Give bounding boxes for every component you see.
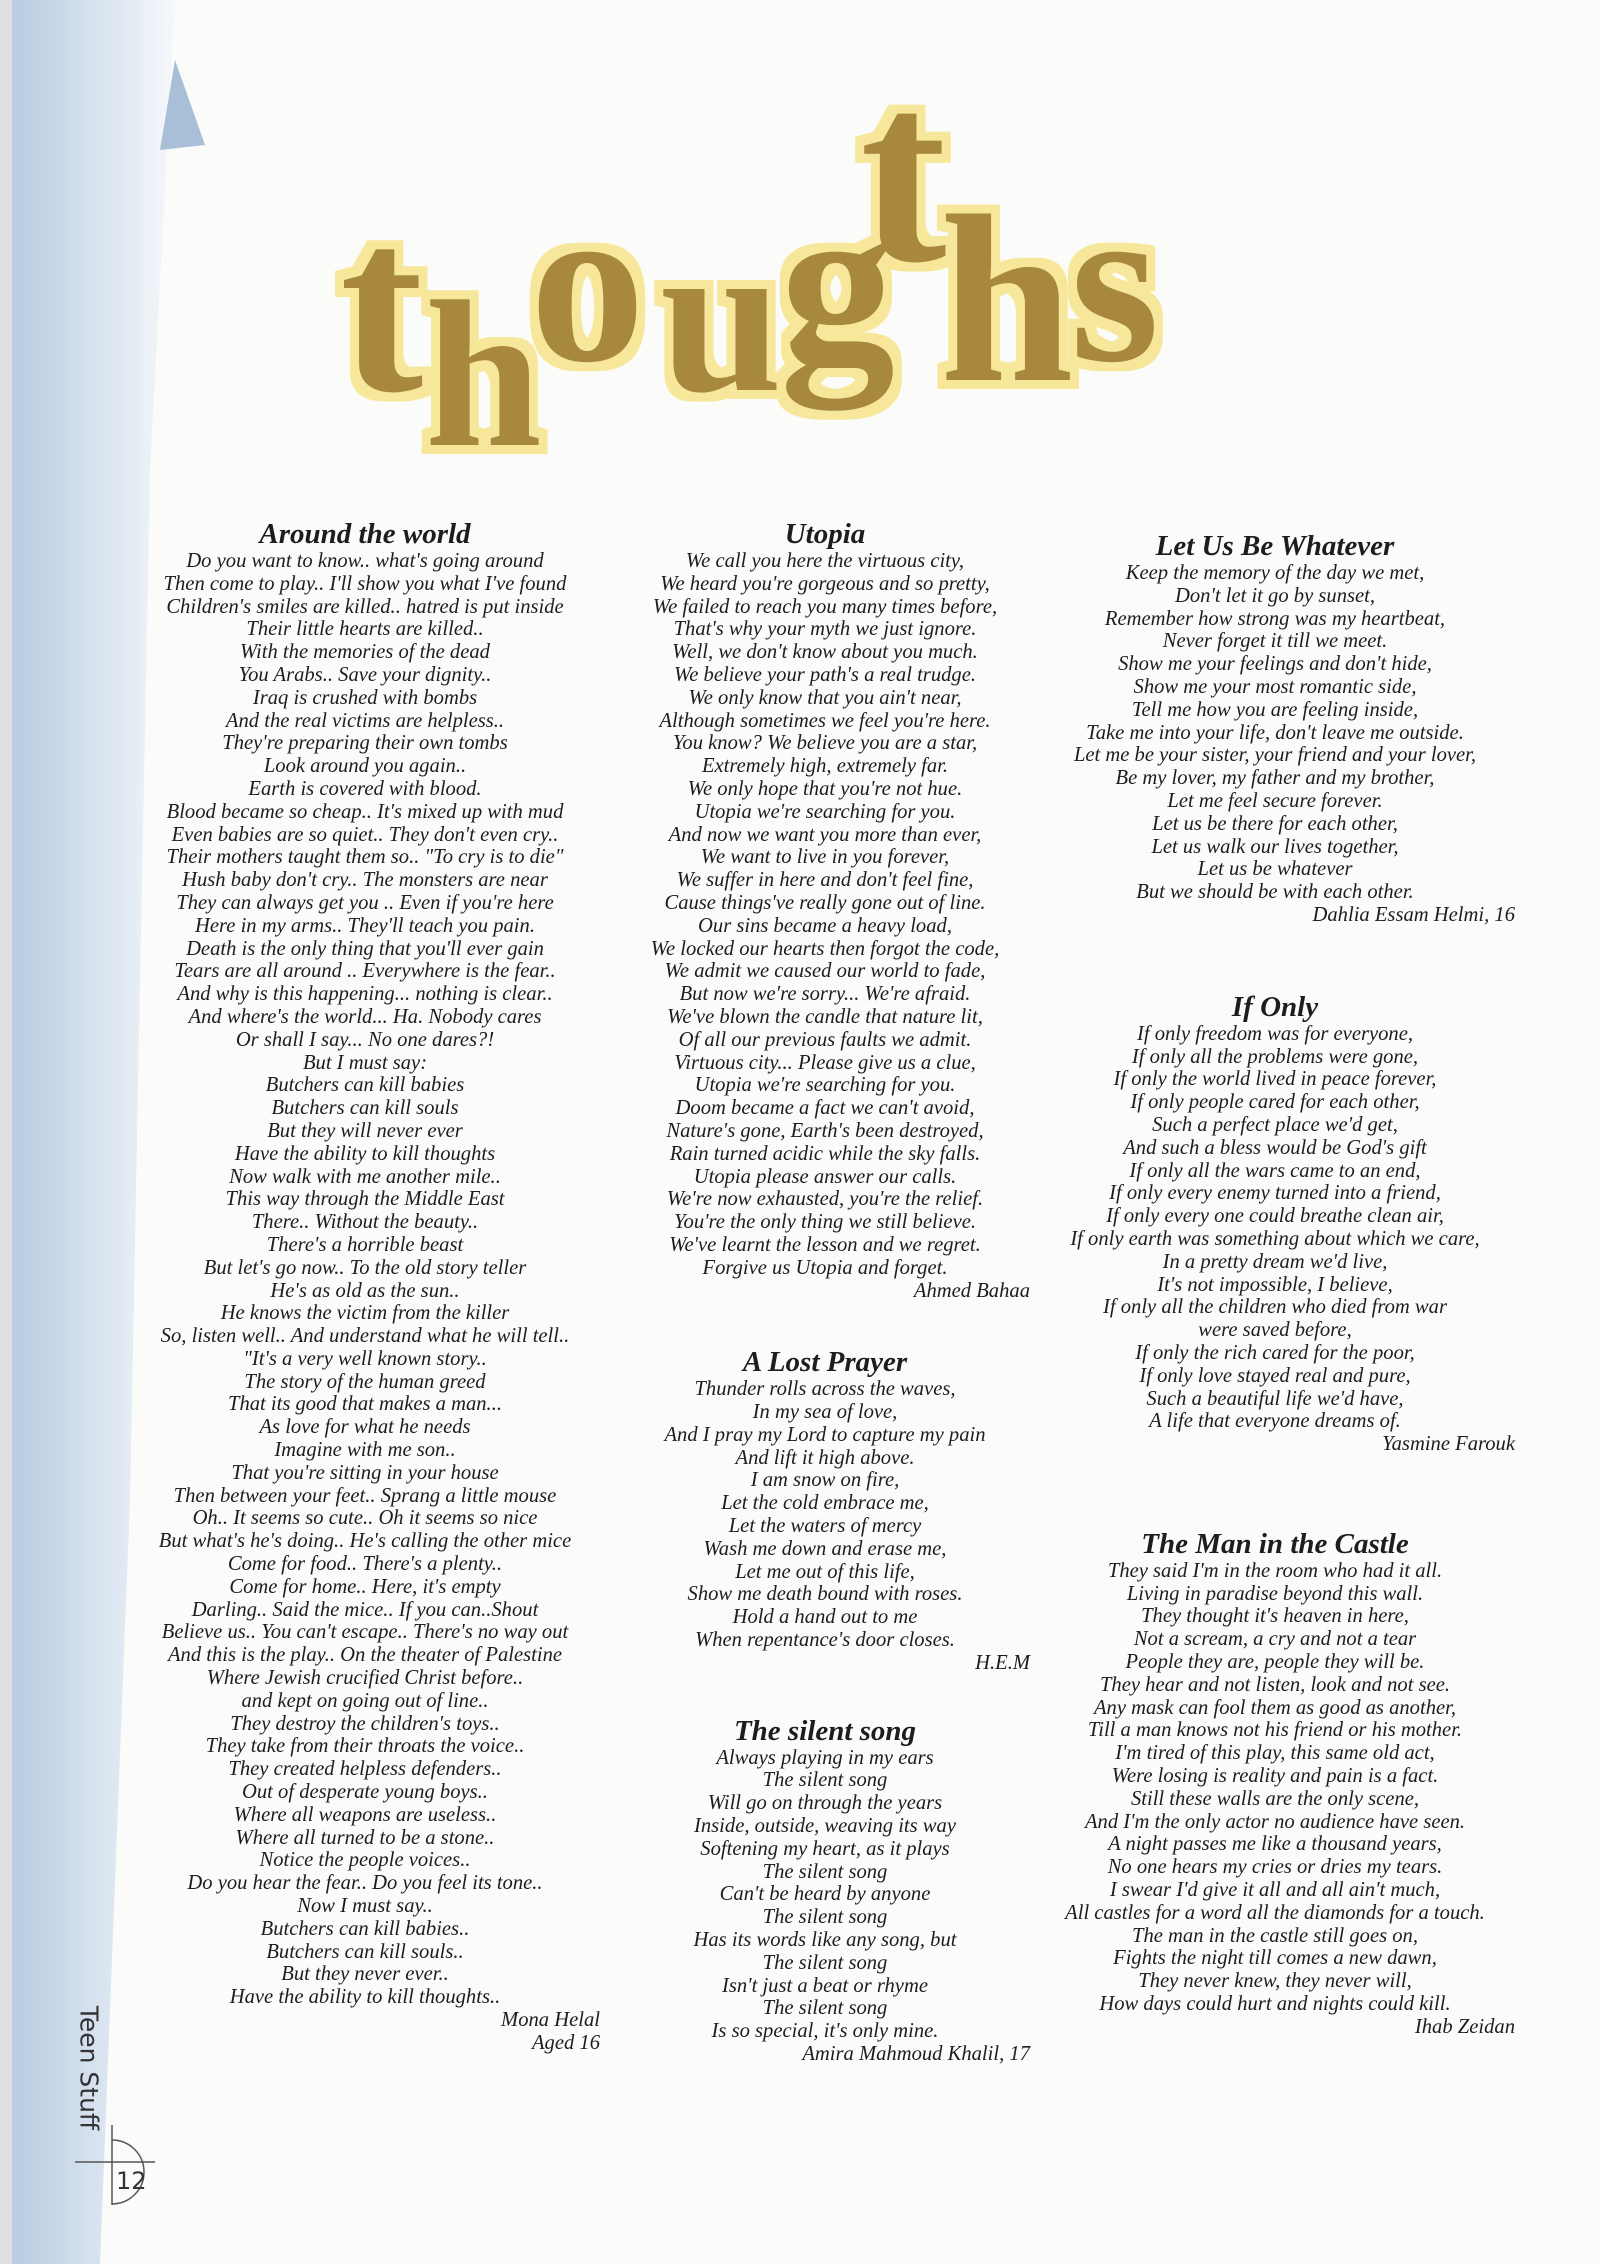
poem-the-silent-song — [620, 1747, 1030, 2066]
poem-line: Softening my heart, as it plays — [700, 1837, 950, 1860]
poem-line: There's a horrible beast — [266, 1233, 464, 1256]
poem-line: They thought it's heaven in here, — [1141, 1605, 1409, 1628]
poem-line: Isn't just a beat or rhyme — [722, 1974, 928, 1997]
poem-title-if-only: If Only — [1231, 990, 1319, 1023]
poem-line: Inside, outside, weaving its way — [694, 1815, 956, 1838]
page-number-circle — [70, 2120, 160, 2210]
page-number: 12 — [116, 2167, 147, 2195]
poem-line: Has its words like any song, but — [693, 1929, 957, 1952]
poem-line: People they are, people they will be. — [1125, 1651, 1425, 1674]
poem-line: In my sea of love, — [752, 1401, 898, 1424]
poem-line: Wash me down and erase me, — [703, 1537, 947, 1560]
svg-text:t: t — [860, 60, 947, 317]
poem-line: He knows the victim from the killer — [220, 1302, 510, 1325]
poem-line: They destroy the children's toys.. — [230, 1712, 500, 1735]
poem-line: But we should be with each other. — [1136, 881, 1414, 904]
poem-line: If only people cared for each other, — [1130, 1091, 1420, 1114]
poem-line: If only the world lived in peace forever, — [1113, 1068, 1437, 1091]
poem-line: The silent song — [762, 1860, 888, 1883]
poem-line: Such a beautiful life we'd have, — [1146, 1387, 1404, 1410]
poem-line: They said I'm in the room who had it all. — [1107, 1559, 1443, 1582]
poem-line: Living in paradise beyond this wall. — [1126, 1582, 1424, 1605]
poem-line: But they will never ever — [267, 1119, 463, 1142]
poem-line: Do you want to know.. what's going around — [186, 550, 544, 572]
poem-line: Blood became so cheap.. It's mixed up with mud — [166, 800, 564, 823]
poem-line: Hold a hand out to me — [732, 1606, 918, 1629]
poem-line: If only every one could breathe clean air, — [1106, 1205, 1444, 1228]
poem-line: Thunder rolls across the waves, — [694, 1378, 956, 1401]
poem-line: Do you hear the fear.. Do you feel its tone.. — [187, 1872, 543, 1895]
poem-line: Let the cold embrace me, — [721, 1492, 929, 1515]
poem-line: The man in the castle still goes on, — [1132, 1924, 1418, 1947]
poem-line: The silent song — [762, 1997, 888, 2020]
poem-line: And now we want you more than ever, — [668, 823, 982, 846]
poem-line: We're now exhausted, you're the relief. — [666, 1188, 984, 1211]
poem-author: Yasmine Farouk — [1382, 1433, 1515, 1456]
poem-author-age: Aged 16 — [531, 2031, 600, 2054]
poem-line: A life that everyone dreams of. — [1149, 1410, 1401, 1433]
column-right — [1035, 530, 1515, 2039]
poem-title-the-silent-song: The silent song — [733, 1714, 917, 1747]
poem-title-around-the-world: Around the world — [259, 518, 471, 550]
poem-line: Have the ability to kill thoughts.. — [229, 1986, 501, 2009]
poem-line: and kept on going out of line.. — [241, 1689, 489, 1712]
svg-text:h: h — [425, 259, 542, 480]
poem-line: Even babies are so quiet.. They don't even cry.. — [171, 823, 559, 846]
poem-line: With the memories of the dead — [240, 641, 490, 664]
poem-line: Till a man knows not his friend or his mother. — [1087, 1719, 1463, 1742]
svg-text:u: u — [660, 194, 783, 438]
poem-line: But they never ever.. — [281, 1963, 449, 1986]
poem-line: No one hears my cries or dries my tears. — [1107, 1856, 1443, 1879]
poem-line: Show me your most romantic side, — [1133, 675, 1417, 698]
poem-line: Imagine with me son.. — [274, 1439, 456, 1462]
poem-line: They created helpless defenders.. — [228, 1758, 502, 1781]
poem-line: Amira Mahmoud Khalil, 17 — [802, 2043, 1030, 2066]
poem-utopia — [620, 550, 1030, 1280]
poem-line: In a pretty dream we'd live, — [1162, 1250, 1388, 1273]
poem-line: You Arabs.. Save your dignity.. — [238, 663, 492, 686]
poem-if-only — [1035, 1023, 1515, 1433]
poem-line: I swear I'd give it all and all ain't much, — [1109, 1879, 1441, 1902]
poem-line: Where all turned to be a stone.. — [235, 1826, 495, 1849]
poem-line: Forgive us Utopia and forget. — [702, 1256, 948, 1279]
poem-line: Show me your feelings and don't hide, — [1118, 653, 1432, 676]
poem-line: We locked our hearts then forgot the code, — [650, 937, 1000, 960]
poem-line: Let us be there for each other, — [1152, 812, 1398, 835]
poem-title-utopia: Utopia — [784, 518, 866, 550]
poem-line: And why is this happening... nothing is clear.. — [177, 983, 553, 1006]
poem-line: As love for what he needs — [259, 1416, 471, 1439]
poem-line: If only all the children who died from war — [1103, 1296, 1447, 1319]
poem-line: Nature's gone, Earth's been destroyed, — [666, 1119, 984, 1142]
poem-line: Show me death bound with roses. — [687, 1583, 963, 1606]
poem-line: Extremely high, extremely far. — [701, 755, 949, 778]
poem-line: Tears are all around .. Everywhere is the fear.. — [174, 960, 556, 983]
poem-line: How days could hurt and nights could kill. — [1099, 1993, 1451, 2016]
poem-line: We've blown the candle that nature lit, — [667, 1005, 983, 1028]
poem-author: Ihab Zeidan — [1414, 2015, 1515, 2038]
poem-line: We want to live in you forever, — [700, 846, 950, 869]
poem-line: You're the only thing we still believe. — [673, 1211, 977, 1234]
poem-line: Still these walls are the only scene, — [1130, 1787, 1420, 1810]
poem-line: Well, we don't know about you much. — [672, 641, 978, 664]
poem-line: He's as old as the sun.. — [270, 1279, 460, 1302]
poem-line: Our sins became a heavy load, — [698, 914, 952, 937]
poem-line: And this is the play.. On the theater of Palestine — [167, 1644, 563, 1667]
poem-line: We heard you're gorgeous and so pretty, — [660, 572, 990, 595]
poem-line: If only all the wars came to an end, — [1129, 1159, 1421, 1182]
poem-line: Tell me how you are feeling inside, — [1131, 698, 1419, 721]
poem-line: Butchers can kill babies — [265, 1074, 465, 1097]
poem-line: Utopia please answer our calls. — [693, 1165, 957, 1188]
poem-line: Will go on through the years — [707, 1792, 943, 1815]
column-middle — [620, 518, 1030, 2066]
poem-line: When repentance's door closes. — [695, 1629, 955, 1652]
poem-line: Utopia we're searching for you. — [694, 800, 956, 823]
poem-line: Can't be heard by anyone — [719, 1883, 931, 1906]
poem-line: We failed to reach you many times before, — [652, 595, 998, 618]
poem-line: Of all our previous faults we admit. — [678, 1028, 972, 1051]
poem-line: Their mothers taught them so.. "To cry is to die" — [166, 846, 564, 869]
poem-line: We've learnt the lesson and we regret. — [669, 1233, 981, 1256]
poem-line: They hear and not listen, look and not see. — [1099, 1673, 1451, 1696]
poem-line: Such a perfect place we'd get, — [1152, 1113, 1398, 1136]
poem-line: Doom became a fact we can't avoid, — [675, 1097, 975, 1120]
poem-line: Be my lover, my father and my brother, — [1115, 767, 1435, 790]
poem-line: Then between your feet.. Sprang a little mouse — [173, 1484, 557, 1507]
poem-line: Never forget it till we meet. — [1162, 630, 1388, 653]
svg-text:g: g — [780, 155, 895, 410]
poem-line: We suffer in here and don't feel fine, — [676, 869, 974, 892]
poem-line: And where's the world... Ha. Nobody cares — [188, 1005, 542, 1028]
poem-the-man-in-the-castle — [1035, 1560, 1515, 2016]
poem-line: Virtuous city... Please give us a clue, — [674, 1051, 976, 1074]
section-label-text: Teen Stuff — [74, 2005, 104, 2130]
poem-line: Iraq is crushed with bombs — [252, 686, 478, 709]
poem-line: The silent song — [762, 1951, 888, 1974]
poem-line: If only freedom was for everyone, — [1136, 1022, 1414, 1045]
poem-line: A night passes me like a thousand years, — [1108, 1833, 1442, 1856]
poem-line: We call you here the virtuous city, — [685, 550, 965, 572]
poem-line: And I'm the only actor no audience have seen. — [1084, 1810, 1466, 1833]
poem-line: We believe your path's a real trudge. — [674, 663, 976, 686]
poem-line: Let me feel secure forever. — [1167, 789, 1383, 812]
poem-line: Is so special, it's only mine. — [711, 2020, 939, 2043]
poem-line: That you're sitting in your house — [231, 1461, 499, 1484]
poem-line: We admit we caused our world to fade, — [664, 960, 986, 983]
poem-line: That's why your myth we just ignore. — [673, 618, 977, 641]
poem-line: Rain turned acidic while the sky falls. — [669, 1142, 981, 1165]
poem-line: They're preparing their own tombs — [222, 732, 508, 755]
poem-line: There.. Without the beauty.. — [251, 1211, 479, 1234]
poem-line: Butchers can kill souls.. — [266, 1940, 464, 1963]
poem-line: The silent song — [762, 1769, 888, 1792]
poem-line: Death is the only thing that you'll ever gain — [186, 937, 544, 960]
poem-title-a-lost-prayer: A Lost Prayer — [742, 1346, 908, 1379]
poem-line: Any mask can fool them as good as another, — [1093, 1696, 1457, 1719]
poem-line: Were losing is reality and pain is a fact. — [1111, 1765, 1439, 1788]
poem-author: Ahmed Bahaa — [913, 1279, 1030, 1302]
poem-line: Let us be whatever — [1197, 858, 1353, 881]
poem-line: And the real victims are helpless.. — [225, 709, 505, 732]
poem-line: Notice the people voices.. — [259, 1849, 471, 1872]
poem-line: Then come to play.. I'll show you what I've found — [163, 572, 567, 595]
poem-line: were saved before, — [1198, 1319, 1352, 1342]
page-title — [330, 60, 1230, 480]
poem-line: And such a bless would be God's gift — [1123, 1136, 1427, 1159]
poem-line: Come for food.. There's a plenty.. — [227, 1553, 503, 1576]
page-number-badge — [70, 2120, 160, 2210]
poem-line: I'm tired of this play, this same old act, — [1115, 1742, 1435, 1765]
poem-line: We only hope that you're not hue. — [687, 777, 963, 800]
poem-line: "It's a very well known story.. — [243, 1347, 487, 1370]
poem-line: I am snow on fire, — [750, 1469, 900, 1492]
poem-line: Utopia we're searching for you. — [694, 1074, 956, 1097]
poem-line: But what's he's doing.. He's calling the other mice — [158, 1530, 572, 1553]
poem-line: Let us walk our lives together, — [1151, 835, 1399, 858]
poem-line: That its good that makes a man... — [227, 1393, 502, 1416]
poem-line: Darling.. Said the mice.. If you can..Shout — [191, 1598, 539, 1621]
poem-line: Now walk with me another mile.. — [229, 1165, 501, 1188]
poem-line: Butchers can kill babies.. — [260, 1917, 470, 1940]
poem-line: Look around you again.. — [263, 755, 467, 778]
poem-line: And I pray my Lord to capture my pain — [664, 1423, 986, 1446]
poem-author: Mona Helal — [501, 2009, 600, 2031]
poem-line: Now I must say.. — [297, 1895, 433, 1918]
poem-line: Out of desperate young boys.. — [242, 1781, 488, 1804]
poem-line: Don't let it go by sunset, — [1174, 584, 1376, 607]
poem-line: Or shall I say... No one dares?! — [235, 1028, 495, 1051]
poem-line: Come for home.. Here, it's empty — [229, 1575, 501, 1598]
poem-line: The silent song — [762, 1906, 888, 1929]
column-left — [130, 518, 600, 2055]
poem-title-the-man-in-the-castle: The Man in the Castle — [1141, 1527, 1409, 1560]
poem-line: Believe us.. You can't escape.. There's no way out — [161, 1621, 569, 1644]
poem-author: Dahlia Essam Helmi, 16 — [1312, 903, 1515, 926]
svg-text:t: t — [340, 168, 424, 445]
poem-author: H.E.M — [975, 1651, 1030, 1674]
poem-line: Have the ability to kill thoughts — [234, 1142, 496, 1165]
poem-line: We only know that you ain't near, — [688, 686, 962, 709]
svg-text:o: o — [530, 155, 645, 410]
poem-line: Oh.. It seems so cute.. Oh it seems so nice — [192, 1507, 538, 1530]
poem-line: Fights the night till comes a new dawn, — [1113, 1947, 1437, 1970]
poem-line: Not a scream, a cry and not a tear — [1133, 1628, 1417, 1651]
poem-line: Take me into your life, don't leave me outside. — [1086, 721, 1464, 744]
poem-line: If only earth was something about which we care, — [1070, 1227, 1480, 1250]
poem-line: But let's go now.. To the old story teller — [203, 1256, 527, 1279]
poem-line: Let me be your sister, your friend and your lover, — [1073, 744, 1477, 767]
poem-let-us-be-whatever — [1035, 562, 1515, 904]
poem-line: Children's smiles are killed.. hatred is put inside — [166, 595, 564, 618]
poem-line: Hush baby don't cry.. The monsters are near — [182, 869, 548, 892]
poem-line: Keep the memory of the day we met, — [1125, 562, 1425, 584]
poem-line: They take from their throats the voice.. — [205, 1735, 525, 1758]
poem-line: If only every enemy turned into a friend, — [1109, 1182, 1441, 1205]
poem-line: Butchers can kill souls — [271, 1097, 459, 1120]
poem-line: The story of the human greed — [244, 1370, 486, 1393]
poem-line: It's not impossible, I believe, — [1157, 1273, 1393, 1296]
poem-line: Where all weapons are useless.. — [233, 1803, 497, 1826]
poem-line: Where Jewish crucified Christ before.. — [206, 1667, 524, 1690]
poem-line: Here in my arms.. They'll teach you pain. — [195, 914, 535, 937]
poem-line: Let me out of this life, — [735, 1560, 915, 1583]
svg-text:h: h — [940, 166, 1074, 432]
poem-line: Their little hearts are killed.. — [246, 618, 484, 641]
poem-title-let-us-be-whatever: Let Us Be Whatever — [1155, 530, 1395, 562]
poem-line: Always playing in my ears — [716, 1746, 934, 1769]
poem-a-lost-prayer — [620, 1378, 1030, 1652]
poem-line: So, listen well.. And understand what he will tell.. — [160, 1325, 570, 1348]
poem-line: Remember how strong was my heartbeat, — [1104, 607, 1446, 630]
poem-line: If only the rich cared for the poor, — [1135, 1341, 1415, 1364]
svg-text:s: s — [1070, 155, 1160, 410]
poem-line: If only all the problems were gone, — [1131, 1045, 1419, 1068]
poem-line: They can always get you .. Even if you're here — [176, 891, 554, 914]
poem-line: Although sometimes we feel you're here. — [659, 709, 991, 732]
poem-line: But now we're sorry... We're afraid. — [679, 983, 971, 1006]
poem-line: You know? We believe you are a star, — [672, 732, 978, 755]
poem-line: If only love stayed real and pure, — [1139, 1364, 1411, 1387]
poem-line: And lift it high above. — [735, 1446, 915, 1469]
poem-line: They never knew, they never will, — [1138, 1970, 1412, 1993]
poem-line: Cause things've really gone out of line. — [664, 891, 986, 914]
poem-line: Let the waters of mercy — [728, 1515, 922, 1538]
poem-line: But I must say: — [302, 1051, 428, 1074]
poem-line: All castles for a word all the diamonds for a touch. — [1065, 1901, 1485, 1924]
poem-line: Earth is covered with blood. — [248, 777, 482, 800]
poem-around-the-world — [130, 550, 600, 2009]
poem-line: This way through the Middle East — [225, 1188, 505, 1211]
